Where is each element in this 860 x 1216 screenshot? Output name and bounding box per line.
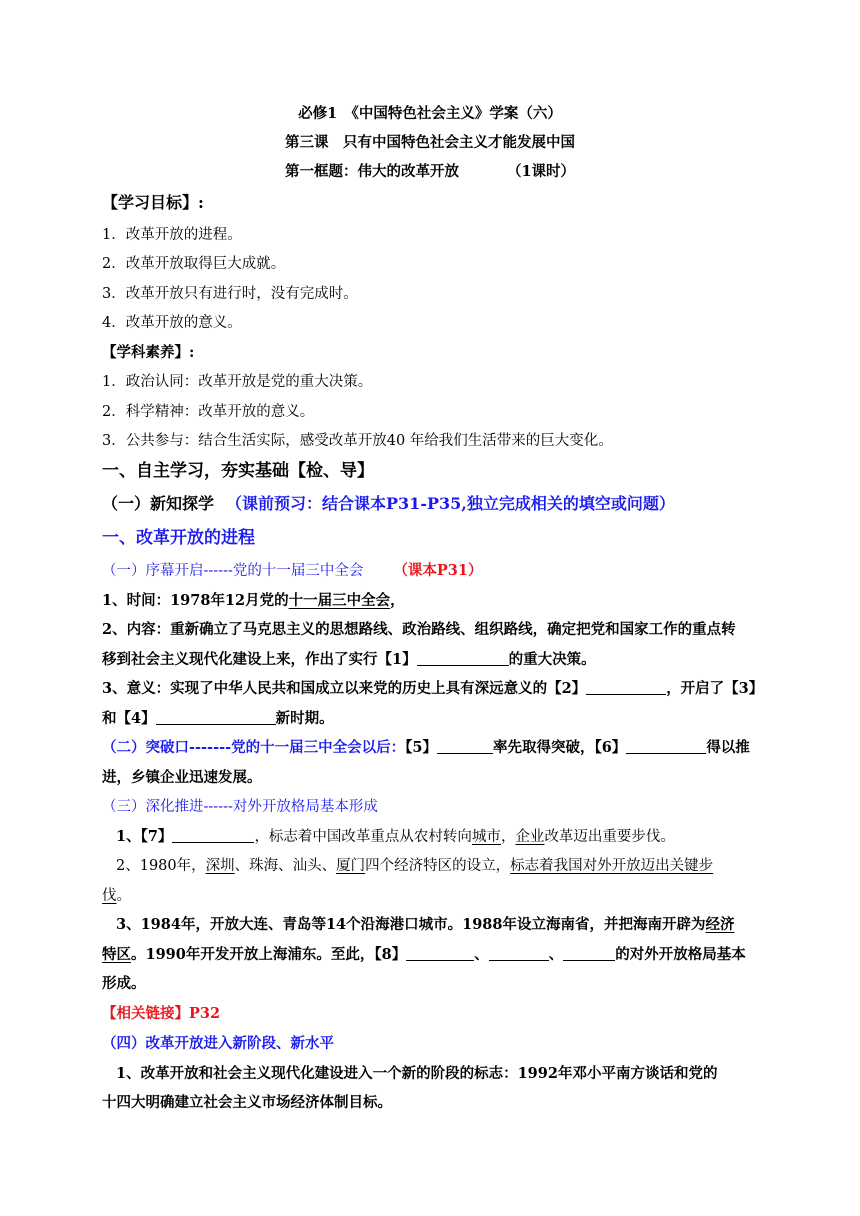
point-1-label: 1、【7】 — [116, 828, 173, 845]
fill-blank-2[interactable] — [586, 679, 666, 695]
meaning-text-2: 和【4】 — [102, 710, 156, 727]
point-1 — [116, 827, 675, 847]
point-1-underlined-enterprise: 企业 — [515, 829, 545, 845]
fill-blank-4[interactable] — [156, 709, 276, 725]
time-text: 1、时间：1978年12月党的 — [102, 592, 289, 609]
separator: 、 — [474, 946, 489, 963]
point-3-line-2 — [102, 945, 746, 965]
point-2-line-2 — [102, 886, 131, 906]
point-2-underlined-end: 伐 — [102, 888, 117, 904]
point-4-line-1: 1、改革开放和社会主义现代化建设进入一个新的阶段的标志：1992年邓小平南方谈话和党的 — [116, 1065, 718, 1082]
meaning-text-end: ，开启了【3】 — [666, 680, 764, 697]
point-2-underlined-significance: 标志着我国对外开放迈出关键步 — [510, 858, 714, 874]
point-3-line-3: 形成。 — [102, 975, 146, 992]
objective-item: 1．改革开放的进程。 — [102, 227, 242, 243]
title-line-3-period: （1课时） — [506, 163, 576, 180]
content-text-end: 的重大决策。 — [508, 651, 596, 668]
meaning-text: 3、意义：实现了中华人民共和国成立以来党的历史上具有深远意义的【2】 — [102, 680, 587, 697]
objective-item: 2．改革开放取得巨大成就。 — [102, 256, 286, 272]
meaning-line-2 — [102, 709, 334, 729]
title-line-1: 必修1 《中国特色社会主义》学案（六） — [298, 105, 562, 122]
time-line — [102, 591, 405, 611]
content-line-1: 2、内容：重新确立了马克思主义的思想路线、政治路线、组织路线，确定把党和国家工作的重点转 — [102, 621, 736, 638]
objective-item: 3．改革开放只有进行时，没有完成时。 — [102, 286, 358, 302]
section1-heading: 一、改革开放的进程 — [102, 528, 255, 548]
time-text-end: ， — [390, 592, 405, 609]
related-link: 【相关链接】P32 — [102, 1005, 221, 1022]
point-1-underlined-city: 城市 — [471, 829, 501, 845]
title-line-2: 第三课 只有中国特色社会主义才能发展中国 — [285, 134, 575, 151]
blank-6-label: 率先取得突破，【6】 — [492, 739, 627, 756]
content-text: 移到社会主义现代化建设上来，作出了实行【1】 — [102, 651, 417, 668]
title-line-3 — [0, 162, 860, 182]
point-3-text: 3、1984年，开放大连、青岛等14个沿海港口城市。1988年设立海南省，并把海南开辟为 — [116, 916, 706, 933]
part1-heading: 一、自主学习，夯实基础【检、导】 — [102, 461, 374, 481]
subsection-1-title: （一）序幕开启------党的十一届三中全会 — [102, 563, 364, 579]
subsection-2-text: 得以推 — [706, 739, 750, 756]
objectives-heading: 【学习目标】: — [102, 193, 204, 212]
point-2-text: 2、1980年， — [116, 858, 206, 874]
fill-blank-8c[interactable] — [563, 945, 615, 961]
meaning-line-1 — [102, 679, 763, 699]
part1-sub-note: （课前预习：结合课本P31-P35,独立完成相关的填空或问题） — [226, 494, 675, 513]
literacy-item: 3．公共参与：结合生活实际，感受改革开放40 年给我们生活带来的巨大变化。 — [102, 433, 613, 449]
point-2-period: 。 — [116, 888, 131, 904]
subsection-3-heading: （三）深化推进------对外开放格局基本形成 — [102, 799, 378, 815]
blank-5-label: 【5】 — [405, 739, 437, 756]
fill-blank-8b[interactable] — [489, 945, 549, 961]
point-3-line-1 — [116, 915, 734, 935]
fill-blank-6[interactable] — [626, 738, 706, 754]
subsection-2-line-2: 进，乡镇企业迅速发展。 — [102, 769, 262, 786]
literacy-item: 1．政治认同：改革开放是党的重大决策。 — [102, 374, 373, 390]
point-2-line-1 — [116, 856, 713, 876]
point-1-text: ，标志着中国改革重点从农村转向 — [254, 829, 472, 845]
time-underlined: 十一届三中全会 — [288, 592, 391, 609]
fill-blank-8a[interactable] — [406, 945, 474, 961]
objective-item: 4．改革开放的意义。 — [102, 315, 242, 331]
point-2-text-c: 四个经济特区的设立， — [365, 858, 511, 874]
title-line-3-topic: 第一框题：伟大的改革开放 — [284, 163, 459, 180]
point-3-text-b: 。1990年开发开放上海浦东。至此，【8】 — [131, 946, 407, 963]
fill-blank-7[interactable] — [172, 827, 254, 843]
point-1-comma: ， — [500, 829, 516, 845]
meaning-text-2-end: 新时期。 — [275, 710, 334, 727]
literacy-item: 2．科学精神：改革开放的意义。 — [102, 404, 315, 420]
subsection-2-line-1 — [102, 738, 750, 758]
part1-sub-title: （一）新知探学 — [102, 494, 215, 513]
point-3-underlined-zone: 特区 — [102, 946, 131, 963]
point-3-text-c: 的对外开放格局基本 — [615, 946, 746, 963]
separator: 、 — [548, 946, 564, 963]
subsection-2-title: （二）突破口-------党的十一届三中全会以后： — [102, 739, 406, 756]
subsection-4-heading: （四）改革开放进入新阶段、新水平 — [102, 1035, 334, 1052]
part1-subheading — [102, 494, 675, 514]
point-4-line-2: 十四大明确建立社会主义市场经济体制目标。 — [102, 1094, 392, 1111]
point-2-text-b: 、珠海、汕头、 — [234, 858, 337, 874]
point-1-text-end: 改革迈出重要步伐。 — [544, 829, 675, 845]
point-3-underlined-economic: 经济 — [705, 916, 735, 933]
fill-blank-1[interactable] — [417, 650, 509, 666]
point-2-underlined-shenzhen: 深圳 — [205, 858, 235, 874]
point-2-underlined-xiamen: 厦门 — [336, 858, 366, 874]
subsection-1-heading — [102, 561, 483, 581]
fill-blank-5[interactable] — [437, 738, 493, 754]
literacy-heading: 【学科素养】: — [102, 344, 195, 361]
subsection-1-ref: （课本P31） — [393, 562, 483, 579]
content-line-2 — [102, 650, 596, 670]
